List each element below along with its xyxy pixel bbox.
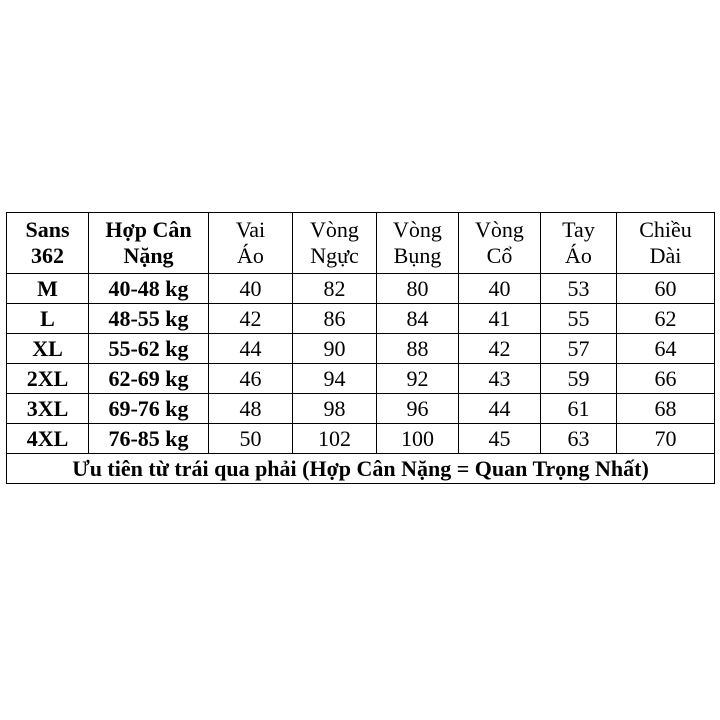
chest-cell: 102: [293, 424, 377, 454]
header-weight: [89, 213, 209, 274]
length-cell: 62: [617, 304, 715, 334]
neck-cell: 40: [459, 274, 541, 304]
header-line-1: Sans: [25, 217, 70, 242]
waist-cell: 92: [377, 364, 459, 394]
shoulder-cell: 42: [209, 304, 293, 334]
header-line-2: Nặng: [123, 243, 174, 268]
length-cell: 68: [617, 394, 715, 424]
sleeve-cell: 55: [541, 304, 617, 334]
sleeve-cell: 59: [541, 364, 617, 394]
header-line-1: Vòng: [310, 217, 359, 242]
header-neck: [459, 213, 541, 274]
neck-cell: 41: [459, 304, 541, 334]
header-line-1: Hợp Cân: [105, 217, 192, 242]
header-line-1: Vòng: [393, 217, 442, 242]
size-cell: L: [7, 304, 89, 334]
length-cell: 70: [617, 424, 715, 454]
shoulder-cell: 46: [209, 364, 293, 394]
header-waist: [377, 213, 459, 274]
weight-cell: 62-69 kg: [89, 364, 209, 394]
length-cell: 64: [617, 334, 715, 364]
header-shoulder: [209, 213, 293, 274]
shoulder-cell: 44: [209, 334, 293, 364]
table-row: [7, 274, 715, 304]
waist-cell: 100: [377, 424, 459, 454]
waist-cell: 84: [377, 304, 459, 334]
chest-cell: 86: [293, 304, 377, 334]
size-cell: 4XL: [7, 424, 89, 454]
header-line-2: 362: [31, 243, 64, 268]
neck-cell: 43: [459, 364, 541, 394]
weight-cell: 48-55 kg: [89, 304, 209, 334]
table-row: [7, 334, 715, 364]
priority-note: Ưu tiên từ trái qua phải (Hợp Cân Nặng = Quan Trọng Nhất): [7, 454, 715, 484]
chest-cell: 82: [293, 274, 377, 304]
size-cell: 2XL: [7, 364, 89, 394]
table-row: [7, 394, 715, 424]
sleeve-cell: 57: [541, 334, 617, 364]
weight-cell: 76-85 kg: [89, 424, 209, 454]
header-line-1: Chiều: [639, 217, 692, 242]
size-cell: XL: [7, 334, 89, 364]
header-row: [7, 213, 715, 274]
waist-cell: 80: [377, 274, 459, 304]
header-line-1: Tay: [562, 217, 595, 242]
sleeve-cell: 53: [541, 274, 617, 304]
size-chart-table: [6, 212, 715, 484]
shoulder-cell: 48: [209, 394, 293, 424]
sleeve-cell: 63: [541, 424, 617, 454]
chest-cell: 94: [293, 364, 377, 394]
waist-cell: 96: [377, 394, 459, 424]
header-line-2: Bụng: [393, 243, 442, 268]
header-line-2: Cổ: [486, 243, 513, 268]
header-line-2: Áo: [237, 243, 264, 268]
footer-row: [7, 454, 715, 484]
sleeve-cell: 61: [541, 394, 617, 424]
shoulder-cell: 50: [209, 424, 293, 454]
table-row: [7, 364, 715, 394]
waist-cell: 88: [377, 334, 459, 364]
header-sleeve: [541, 213, 617, 274]
header-line-1: Vòng: [475, 217, 524, 242]
weight-cell: 40-48 kg: [89, 274, 209, 304]
header-chest: [293, 213, 377, 274]
header-line-2: Ngực: [310, 243, 359, 268]
neck-cell: 44: [459, 394, 541, 424]
table-row: [7, 304, 715, 334]
weight-cell: 69-76 kg: [89, 394, 209, 424]
weight-cell: 55-62 kg: [89, 334, 209, 364]
header-line-1: Vai: [235, 217, 266, 242]
table-row: [7, 424, 715, 454]
size-cell: M: [7, 274, 89, 304]
length-cell: 60: [617, 274, 715, 304]
header-line-2: Áo: [565, 243, 592, 268]
chest-cell: 98: [293, 394, 377, 424]
neck-cell: 45: [459, 424, 541, 454]
chest-cell: 90: [293, 334, 377, 364]
size-chart-body: [7, 213, 715, 484]
header-line-2: Dài: [649, 243, 682, 268]
header-size: [7, 213, 89, 274]
header-length: [617, 213, 715, 274]
shoulder-cell: 40: [209, 274, 293, 304]
size-cell: 3XL: [7, 394, 89, 424]
length-cell: 66: [617, 364, 715, 394]
neck-cell: 42: [459, 334, 541, 364]
